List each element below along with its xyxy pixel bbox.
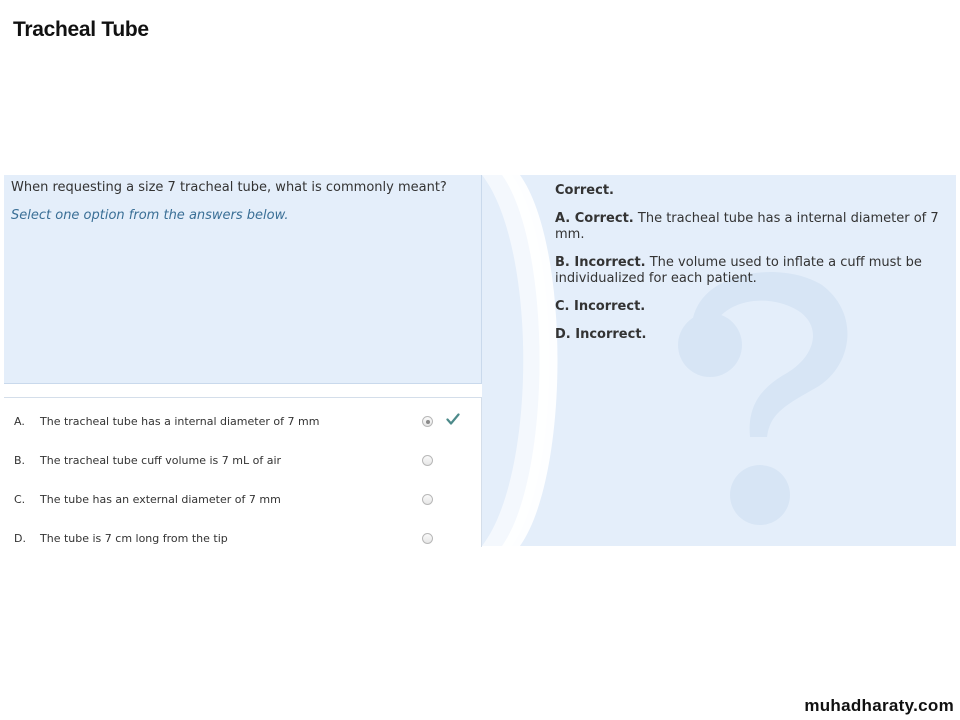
option-d[interactable] bbox=[4, 517, 481, 556]
option-letter: B. bbox=[14, 454, 26, 467]
feedback-result: Correct. bbox=[555, 183, 614, 198]
question-text: When requesting a size 7 tracheal tube, what is commonly meant? bbox=[11, 180, 447, 195]
option-letter: A. bbox=[14, 415, 25, 428]
watermark: muhadharaty.com bbox=[804, 696, 954, 715]
option-letter: C. bbox=[14, 493, 26, 506]
option-a[interactable] bbox=[4, 400, 481, 439]
option-text: The tracheal tube cuff volume is 7 mL of air bbox=[40, 454, 282, 467]
feedback-item-a: A. Correct. The tracheal tube has a internal diameter of 7 mm. bbox=[555, 211, 939, 242]
option-text: The tube is 7 cm long from the tip bbox=[40, 532, 228, 545]
question-panel bbox=[4, 175, 482, 384]
feedback-panel bbox=[482, 175, 956, 546]
option-b-radio[interactable] bbox=[422, 455, 433, 466]
option-text: The tube has an external diameter of 7 mm bbox=[40, 493, 281, 506]
option-b[interactable] bbox=[4, 439, 481, 478]
option-text: The tracheal tube has a internal diameter of 7 mm bbox=[40, 415, 320, 428]
instruction-text: Select one option from the answers below. bbox=[11, 208, 289, 223]
option-d-radio[interactable] bbox=[422, 533, 433, 544]
feedback-item-d: D. Incorrect. bbox=[555, 327, 647, 342]
option-c[interactable] bbox=[4, 478, 481, 517]
slide-title: Tracheal Tube bbox=[13, 18, 149, 41]
option-a-radio[interactable] bbox=[422, 416, 433, 427]
option-c-radio[interactable] bbox=[422, 494, 433, 505]
answers-panel bbox=[4, 397, 482, 547]
option-letter: D. bbox=[14, 532, 26, 545]
feedback-item-b: B. Incorrect. The volume used to inflate a cuff must be individualized for each patient. bbox=[555, 255, 922, 286]
check-icon bbox=[446, 412, 460, 426]
feedback-item-c: C. Incorrect. bbox=[555, 299, 646, 314]
